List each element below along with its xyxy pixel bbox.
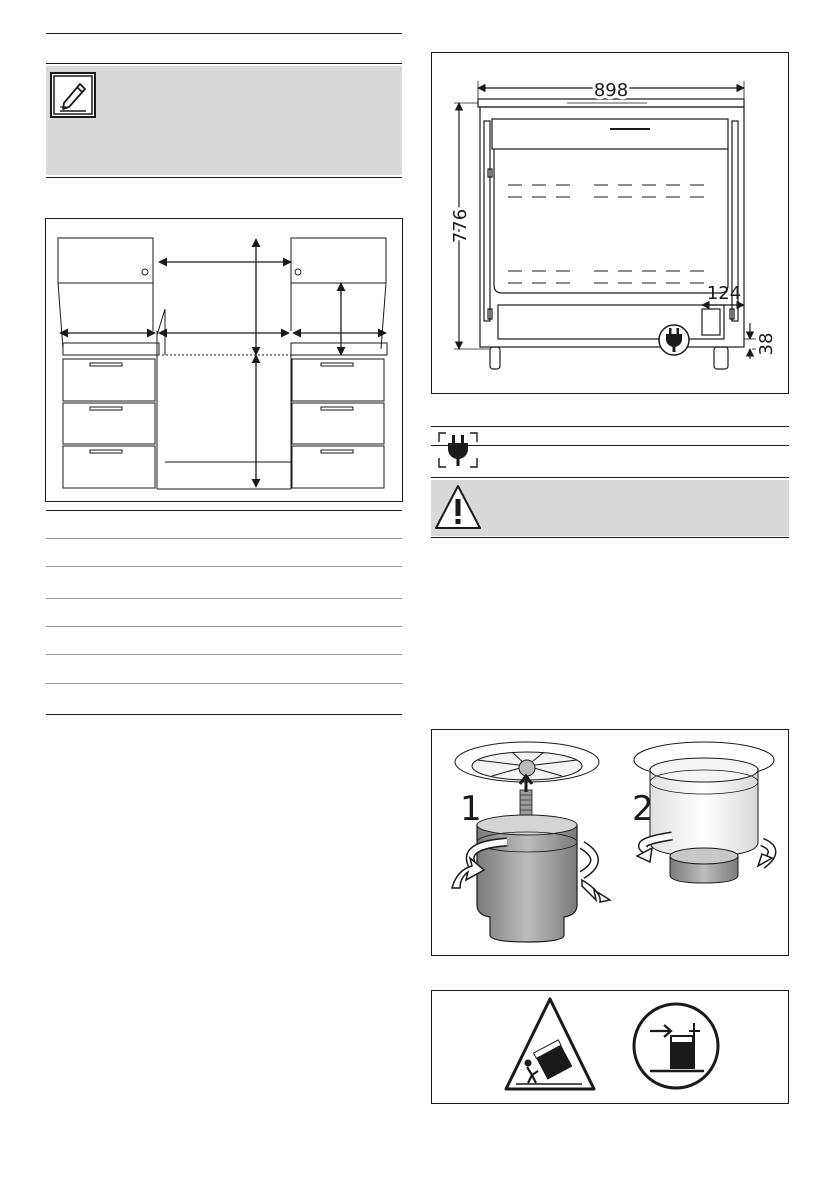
plug-row-top-rule (431, 426, 789, 427)
warning-bottom-rule (431, 537, 789, 538)
foot-adjustment-figure (431, 729, 789, 956)
plug-icon (436, 430, 480, 470)
oven-height-label: 776 (450, 208, 471, 244)
note-top-rule (46, 63, 402, 64)
oven-front-diagram (432, 53, 788, 393)
anti-tip-bracket-icon (634, 1004, 718, 1088)
tip-over-hazard-icon (506, 999, 594, 1089)
foot-adjustment-diagram (432, 730, 788, 955)
note-box (46, 66, 402, 175)
warning-triangle-icon (433, 483, 483, 531)
top-rule-left (46, 33, 402, 34)
table-rule-6 (46, 683, 402, 684)
kitchen-niche-figure (45, 218, 403, 502)
foot-step-2-illustration (632, 742, 774, 883)
plug-row-bottom-rule (431, 445, 789, 446)
table-rule-1 (46, 538, 402, 539)
step-2-label: 2 (632, 789, 654, 829)
anti-tip-diagram (432, 991, 788, 1103)
table-rule-top (46, 510, 402, 511)
oven-width-label: 898 (593, 80, 629, 101)
table-rule-bottom (46, 714, 402, 715)
table-rule-2 (46, 566, 402, 567)
oven-plug-badge-icon (659, 325, 689, 355)
anti-tip-figure (431, 990, 789, 1104)
table-rule-4 (46, 626, 402, 627)
plug-offset-label: 124 (706, 283, 742, 304)
step-1-label: 1 (460, 789, 482, 829)
plug-height-label: 38 (756, 332, 777, 356)
table-rule-3 (46, 598, 402, 599)
foot-step-1-illustration (452, 742, 610, 942)
kitchen-niche-diagram (46, 219, 402, 501)
note-bottom-rule (46, 177, 402, 178)
warning-box (431, 480, 789, 536)
warning-top-rule (431, 477, 789, 478)
oven-dimensions-figure (431, 52, 789, 394)
table-rule-5 (46, 654, 402, 655)
pencil-note-icon (50, 72, 96, 118)
